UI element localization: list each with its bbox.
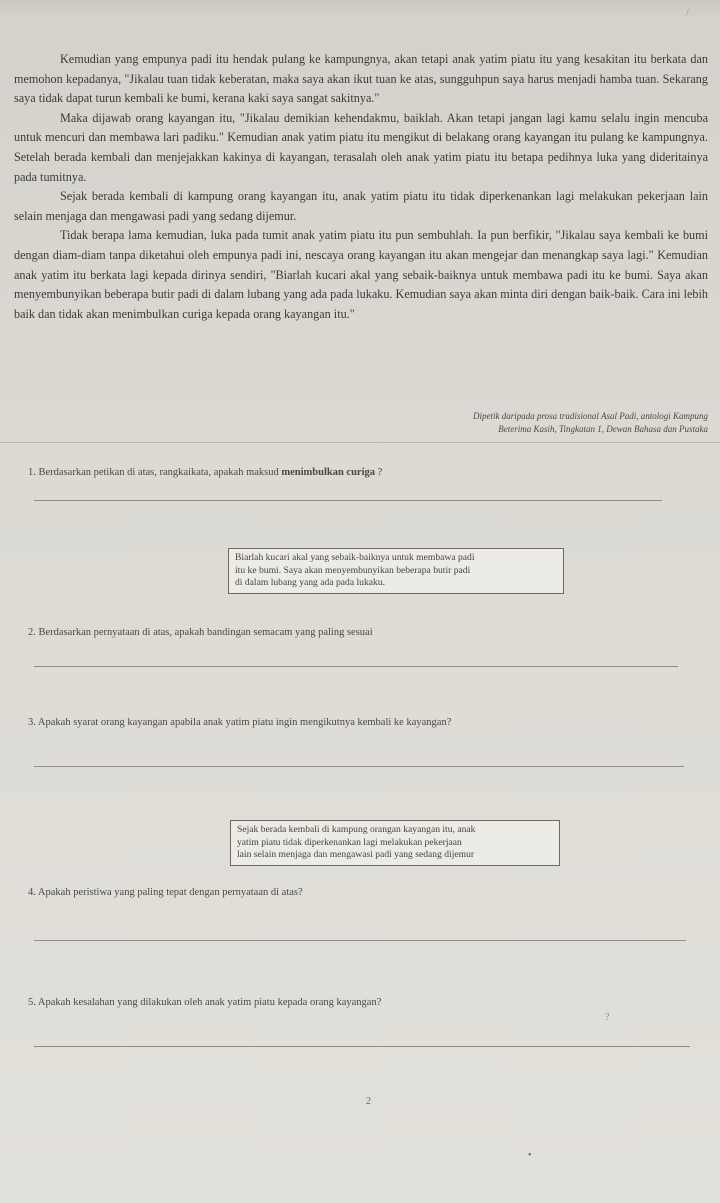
passage-paragraph-4: Tidak berapa lama kemudian, luka pada tumit anak yatim piatu itu pun sembuhlah. Ia pun berfikir, "Jikalau saya kembali ke bumi dengan diam-diam tanpa diketahui oleh empunya padi ini, nescaya orang kayangan itu akan mengejar dan menangkap saya lagi." Kemudian anak yatim itu berkata lagi kepada dirinya sendiri, "Biarlah kucari akal yang sebaik-baiknya untuk membawa padi itu ke bumi. Saya akan menyembunyikan beberapa butir padi di dalam lubang yang ada pada lukaku. Kemudian saya akan minta diri dengan baik-baik. Cara ini lebih baik dan tidak akan menimbulkan curiga kepada orang kayangan itu." xyxy=(14,228,708,321)
question-4-text: 4. Apakah peristiwa yang paling tepat dengan pernyataan di atas? xyxy=(28,887,303,898)
question-1-text: 1. Berdasarkan petikan di atas, rangkaikata, apakah maksud xyxy=(28,467,282,478)
reading-passage xyxy=(14,50,708,324)
quote-box-1-line-2: itu ke bumi. Saya akan menyembunyikan beberapa butir padi xyxy=(235,564,471,576)
passage-source xyxy=(378,410,708,436)
quote-box-1 xyxy=(228,548,564,594)
quote-box-2 xyxy=(230,820,560,866)
answer-line-1[interactable] xyxy=(34,500,662,501)
source-line-2: Beterima Kasih, Tingkatan 1, Dewan Bahasa dan Pustaka xyxy=(498,424,708,434)
passage-paragraph-2: Maka dijawab orang kayangan itu, "Jikalau demikian kehendakmu, baiklah. Akan tetapi jangan lagi kamu selalu ingin mencuba untuk mencuri dan membawa lari padiku." Kemudian anak yatim piatu itu mengikut di belakang orang kayangan itu pulang ke kampungnya. Setelah berada kembali dan menjejakkan kakinya di kayangan, terasalah oleh anak yatim piatu itu betapa pedihnya luka yang dideritainya pada tumitnya. xyxy=(14,110,708,184)
question-2 xyxy=(28,626,373,640)
question-3-text: 3. Apakah syarat orang kayangan apabila anak yatim piatu ingin mengikutnya kembali ke kayangan? xyxy=(28,717,452,728)
passage-paragraph-1: Kemudian yang empunya padi itu hendak pulang ke kampungnya, akan tetapi anak yatim piatu itu yang kesakitan itu berkata dan memohon kepadanya, "Jikalau tuan tidak keberatan, maka saya akan ikut tuan ke atas, sungguhpun saya harus menjadi hamba tuan. Sekarang saya tidak dapat turun kembali ke bumi, kerana kaki saya sangat sakitnya." xyxy=(14,52,708,106)
stray-dot: • xyxy=(528,1150,532,1161)
quote-box-2-line-3: lain selain menjaga dan mengawasi padi yang sedang dijemur xyxy=(237,849,475,861)
question-1 xyxy=(28,466,382,480)
answer-line-3[interactable] xyxy=(34,766,684,767)
question-3 xyxy=(28,716,451,730)
question-4 xyxy=(28,886,303,900)
answer-line-5[interactable] xyxy=(34,1046,690,1047)
question-5 xyxy=(28,996,381,1010)
quote-box-1-line-1: Biarlah kucari akal yang sebaik-baiknya untuk membawa padi xyxy=(235,552,475,563)
question-5-text: 5. Apakah kesalahan yang dilakukan oleh anak yatim piatu kepada orang kayangan? xyxy=(28,997,382,1008)
stray-question-mark: ? xyxy=(605,1012,610,1023)
answer-line-4[interactable] xyxy=(34,940,686,941)
question-1-emphasis: menimbulkan curiga xyxy=(281,467,376,478)
section-divider xyxy=(0,442,720,443)
quote-box-2-line-1: Sejak berada kembali di kampung orangan kayangan itu, anak xyxy=(237,824,476,835)
paper-top-edge xyxy=(0,0,720,22)
answer-line-2[interactable] xyxy=(34,666,678,667)
question-1-suffix: ? xyxy=(375,467,383,478)
corner-mark: / xyxy=(686,8,689,19)
quote-box-1-line-3: di dalam lubang yang ada pada lukaku. xyxy=(235,577,385,589)
quote-box-2-line-2: yatim piatu tidak diperkenankan lagi melakukan pekerjaan xyxy=(237,836,462,848)
question-2-text: 2. Berdasarkan pernyataan di atas, apakah bandingan semacam yang paling sesuai xyxy=(28,627,373,638)
source-line-1: Dipetik daripada prosa tradisional Asal Padi, antologi Kampung xyxy=(472,411,708,421)
page-number: 2 xyxy=(366,1096,371,1107)
passage-paragraph-3: Sejak berada kembali di kampung orang kayangan itu, anak yatim piatu itu tidak diperkenankan lagi melakukan pekerjaan lain selain menjaga dan mengawasi padi yang sedang dijemur. xyxy=(14,189,708,223)
